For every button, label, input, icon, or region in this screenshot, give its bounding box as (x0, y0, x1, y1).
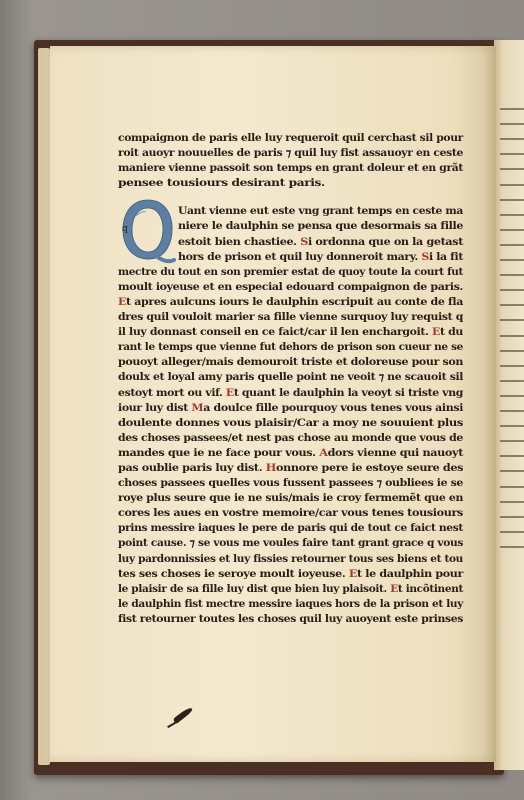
facing-text-line (500, 365, 524, 367)
text-line: choses passees quelles vous fussent passees ⁊ oubliees ie se (118, 477, 464, 490)
text-line: iour luy dist Ma doulce fille pourquoy vous tenes vous ainsi (118, 401, 464, 414)
facing-text-line (500, 470, 524, 472)
facing-text-line (500, 531, 524, 533)
facing-text-line (500, 199, 524, 201)
facing-text-line (500, 229, 524, 231)
text-line: rant le temps que vienne fut dehors de prison son cueur ne se (118, 341, 463, 354)
facing-text-line (500, 274, 524, 276)
text-line: roye plus seure que ie ne suis/mais ie croy fermemẽt que en (118, 492, 463, 505)
text-line: pas oublie paris luy dist. Honnore pere ie estoye seure des (118, 461, 464, 474)
facing-text-line (500, 335, 524, 337)
text-line: doulente donnes vous plaisir/Car a moy ne souuient plus (118, 416, 463, 429)
guide-letter: q (122, 224, 128, 234)
facing-text-line (500, 168, 524, 170)
text-line: estoit bien chastiee. Si ordonna que on la getast (178, 235, 464, 248)
text-line: compaignon de paris elle luy requeroit quil cerchast sil pour (118, 132, 463, 144)
facing-text-line (500, 455, 524, 457)
text-line: niere le daulphin se pensa que desormais sa fille (178, 220, 463, 233)
text-line: Et apres aulcuns iours le daulphin escripuit au conte de fla (118, 295, 464, 308)
text-line: moult ioyeuse et en especial edouard compaignon de paris. (118, 280, 463, 293)
facing-text-line (500, 410, 524, 412)
facing-text-line (500, 304, 524, 306)
facing-text-line (500, 108, 524, 110)
text-line: mandes que ie ne face pour vous. Adors vienne qui nauoyt (118, 446, 464, 459)
facing-text-line (500, 153, 524, 155)
text-line: cores les aues en vostre memoire/car vous tenes tousiours (118, 507, 463, 520)
facing-text-line (500, 350, 524, 352)
facing-text-line (500, 380, 524, 382)
text-line: estoyt mort ou vif. Et quant le daulphin la veoyt si triste vng (118, 386, 464, 399)
text-line: prins messire iaques le pere de paris qui de tout ce faict nest (118, 522, 463, 535)
facing-text-line (500, 244, 524, 246)
text-line: roit auoyr nouuelles de paris ⁊ quil luy fist assauoyr en ceste (118, 147, 463, 160)
facing-text-line (500, 486, 524, 488)
text-line: Uant vienne eut este vng grant temps en ceste ma (178, 205, 463, 218)
text-line: dres quil vouloit marier sa fille vienne surquoy luy requist q (118, 311, 464, 324)
text-line: pensee tousiours desirant paris. (118, 177, 325, 190)
facing-page-edge (494, 40, 524, 770)
facing-text-line (500, 395, 524, 397)
text-line: doulx et loyal amy paris quelle point ne veoit ⁊ ne scauoit sil (118, 371, 463, 384)
text-line: tes ses choses ie seroye moult ioyeuse. Et le daulphin pour (118, 567, 464, 580)
facing-text-line (500, 184, 524, 186)
facing-text-line (500, 440, 524, 442)
text-line: hors de prison et quil luy donneroit mary. Si la fit (178, 250, 464, 263)
facing-text-line (500, 546, 524, 548)
paragraph-before-initial (118, 131, 463, 191)
text-line: le plaisir de sa fille luy dist que bien luy plaisoit. Et incõtinent (118, 582, 464, 595)
text-line: pouoyt alleger/mais demouroit triste et doloreuse pour son (118, 356, 463, 369)
facing-text-line (500, 501, 524, 503)
text-line: fist retourner toutes les choses quil luy auoyent este prinses (118, 612, 463, 625)
text-line: le daulphin fist mectre messire iaques hors de la prison et luy (118, 597, 463, 610)
text-line: maniere vienne passoit son temps en grant doleur et en grãt (118, 162, 463, 175)
text-line: luy pardonnissies et luy fissies retourner tous ses biens et tou (118, 552, 463, 565)
text-line: point cause. ⁊ se vous me voules faire tant grant grace q vous (118, 537, 463, 550)
text-line: des choses passees/et nest pas chose au monde que vous de (118, 431, 463, 444)
text-line: il luy donnast conseil en ce faict/car il len enchargoit. Et du (118, 326, 464, 339)
facing-text-line (500, 516, 524, 518)
text-block (118, 131, 463, 627)
facing-text-line (500, 214, 524, 216)
facing-text-line (500, 123, 524, 125)
text-line: mectre du tout en son premier estat de quoy toute la court fut (118, 265, 463, 278)
facing-text-line (500, 259, 524, 261)
paragraph-gap (118, 191, 463, 204)
facing-text-line (500, 425, 524, 427)
page-edges (38, 48, 50, 765)
paragraph-main (118, 204, 463, 627)
facing-text-line (500, 319, 524, 321)
facing-text-line (500, 138, 524, 140)
facing-text-line (500, 289, 524, 291)
